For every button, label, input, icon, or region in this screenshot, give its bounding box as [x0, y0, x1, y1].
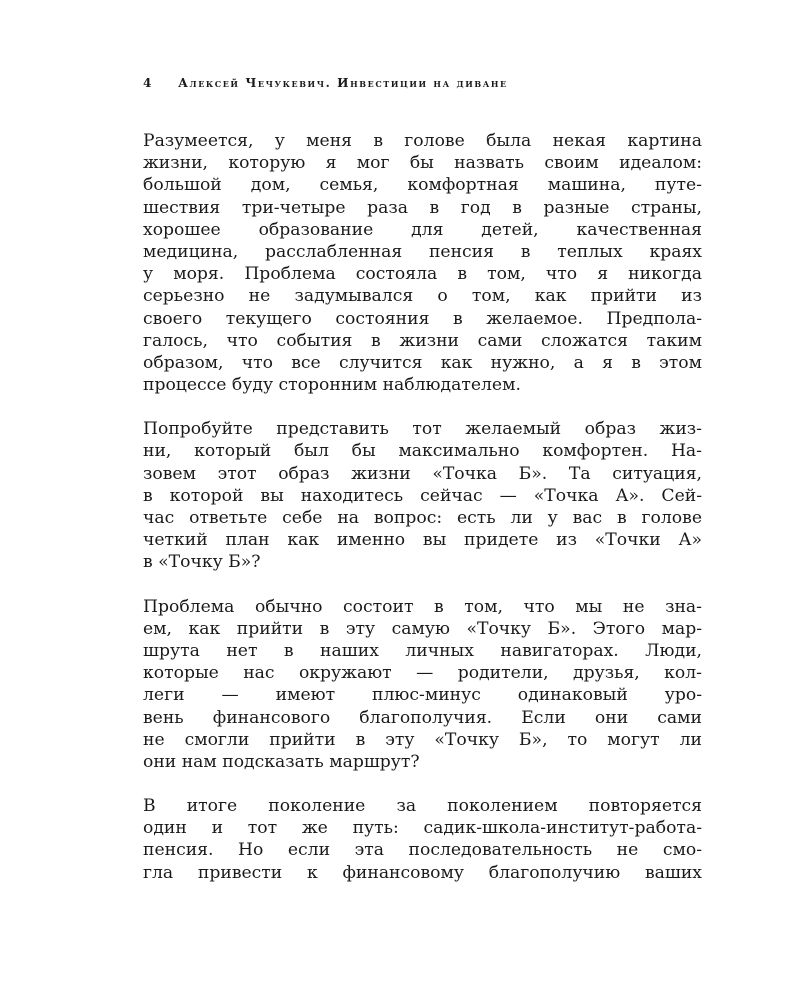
text-line: Разумеется, у меня в голове была некая картина: [143, 131, 702, 151]
running-title: Алексей Чечукевич. Инвестиции на диване: [178, 76, 508, 90]
text-line: хорошее образование для детей, качественная: [143, 219, 702, 240]
text-line: час ответьте себе на вопрос: есть ли у вас в голове: [143, 508, 702, 528]
paragraph: [143, 596, 702, 774]
text-line: вень финансового благополучия. Если они сами: [143, 707, 702, 728]
paragraph: [143, 795, 702, 884]
running-header: [143, 76, 703, 90]
text-line: галось, что события в жизни сами сложатся таким: [143, 330, 702, 351]
text-line: серьезно не задумывался о том, как прийти из: [143, 286, 702, 307]
text-line: Проблема обычно состоит в том, что мы не зна-: [143, 596, 702, 617]
text-line: леги — имеют плюс-минус одинаковый уро-: [143, 685, 702, 706]
text-line: четкий план как именно вы придете из «Точки А»: [143, 530, 702, 551]
text-line: они нам подсказать маршрут?: [143, 751, 420, 772]
text-line: процессе буду сторонним наблюдателем.: [143, 375, 521, 396]
text-line: ем, как прийти в эту самую «Точку Б». Этого мар-: [143, 618, 702, 639]
text-line: не смогли прийти в эту «Точку Б», то могут ли: [143, 729, 702, 750]
text-line: ни, который был бы максимально комфортен. На-: [143, 441, 702, 462]
text-line: у моря. Проблема состояла в том, что я никогда: [143, 264, 702, 285]
paragraph: [143, 130, 702, 396]
text-line: которые нас окружают — родители, друзья, кол-: [143, 663, 702, 684]
text-line: В итоге поколение за поколением повторяется: [143, 796, 702, 817]
text-line: зовем этот образ жизни «Точка Б». Та ситуация,: [143, 463, 702, 484]
page-number: 4: [143, 76, 153, 90]
text-line: Попробуйте представить тот желаемый образ жиз-: [143, 419, 702, 440]
paragraph: [143, 418, 702, 573]
text-line: гла привести к финансовому благополучию ваших: [143, 862, 702, 883]
body-text: [143, 130, 702, 906]
text-line: шествия три-четыре раза в год в разные страны,: [143, 197, 702, 218]
text-line: шрута нет в наших личных навигаторах. Люди,: [143, 640, 702, 661]
text-line: в «Точку Б»?: [143, 552, 261, 573]
text-line: жизни, которую я мог бы назвать своим идеалом:: [143, 153, 702, 174]
text-line: один и тот же путь: садик-школа-институт-работа-: [143, 818, 702, 839]
text-line: большой дом, семья, комфортная машина, путе-: [143, 175, 702, 196]
text-line: пенсия. Но если эта последовательность не смо-: [143, 840, 702, 861]
text-line: образом, что все случится как нужно, а я в этом: [143, 352, 702, 373]
text-line: в которой вы находитесь сейчас — «Точка А». Сей-: [143, 485, 702, 506]
text-line: медицина, расслабленная пенсия в теплых краях: [143, 241, 702, 262]
text-line: своего текущего состояния в желаемое. Предпола-: [143, 308, 702, 329]
